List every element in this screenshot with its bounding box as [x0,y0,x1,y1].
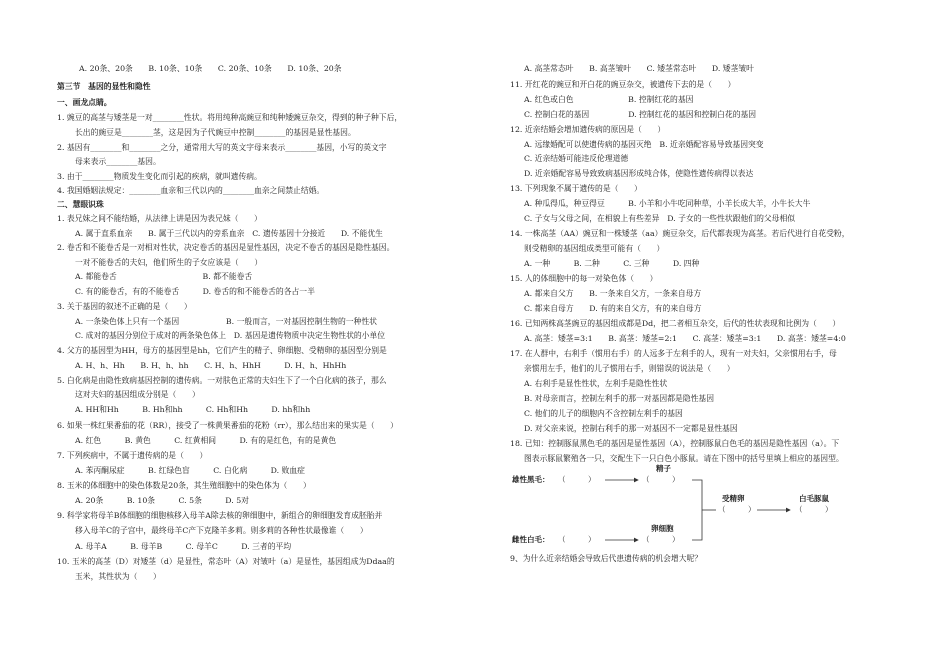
question-text: 3. 关于基因的叙述不正确的是（ ） [57,302,192,311]
question-text: 长出的豌豆是________茎，这是因为子代豌豆中控制________的基因是显性基因。 [75,128,356,137]
question-text: 17. 在人群中，右利手（惯用右手）的人远多于左利手的人，现有一对夫妇，父亲惯用右手，母 [510,349,837,358]
question-options: C. 控制白花的基因 D. 控制红花的基因和控制白花的基因 [524,110,757,119]
question-text: 18. 已知：控制豚鼠黑色毛的基因是显性基因（A），控制豚鼠白色毛的基因是隐性基因（a）。下 [510,439,840,448]
question-text: 9、为什么近亲结婚会导致后代患遗传病的机会增大呢？ [510,554,703,563]
question-options: D. 近亲婚配容易导致致病基因形成纯合体，使隐性遗传病得以表达 [524,169,754,178]
question-options: A. 高茎：矮茎=3:1 B. 高茎：矮茎=2:1 C. 高茎：矮茎=3:1 D. 高茎：矮茎=4:0 [524,334,846,343]
section-heading: 一、画龙点睛。 [57,98,112,107]
question-text: 12. 近亲结婚会增加遗传病的原因是（ ） [510,125,666,134]
offspring-label: 白毛豚鼠 [799,494,829,503]
question-options: A. HH和Hh B. Hh和hh C. Hh和Hh D. hh和hh [75,405,311,414]
inheritance-diagram [510,463,910,558]
section-title: 第三节 基因的显性和隐性 [57,82,151,91]
question-options: A. 都能卷舌 B. 都不能卷舌 [75,272,253,281]
question-text: 4. 父方的基因型为HH，母方的基因型是hh，它们产生的精子、卵细胞、受精卵的基因型分别是 [57,346,387,355]
question-options: A. 远缘婚配可以使遗传病的基因灭绝 B. 近亲婚配容易导致基因突变 [524,140,764,149]
question-options: A. 种瓜得瓜，种豆得豆 B. 小羊和小牛吃同种草，小羊长成大羊，小牛长大牛 [524,199,811,208]
question-text: 母来表示________基因。 [75,157,161,166]
question-text: 7. 下列疾病中，不属于遗传病的是（ ） [57,451,208,460]
question-text: 8. 玉米的体细胞中的染色体数是20条，其生殖细胞中的染色体为（ ） [57,481,311,490]
join-bracket [692,480,702,540]
question-options: C. 都来自母方 D. 有的来自父方，有的来自母方 [524,304,702,313]
question-options: A. 红色或白色 B. 控制红花的基因 [524,95,694,104]
question-options: A. 一种 B. 二种 C. 三种 D. 四种 [524,259,700,268]
sperm-label: 精子 [656,464,671,473]
question-options: A. 20条 B. 10条 C. 5条 D. 5对 [75,496,249,505]
question-options: A. 都来自父方 B. 一条来自父方，一条来自母方 [524,289,702,298]
question-text: 亲惯用左手，他们的儿子惯用右手，则错误的说法是（ ） [524,364,735,373]
question-text: 13. 下列现象不属于遗传的是（ ） [510,184,642,193]
question-text: 11. 开红花的豌豆和开白花的豌豆杂交，被遗传下去的是（ ） [510,80,736,89]
question-options: C. 近亲结婚可能违反伦理道德 [524,154,629,163]
question-text: 10. 玉米的高茎（D）对矮茎（d）是显性，常态叶（A）对皱叶（a）是显性，基因组成为Ddaa的 [57,557,395,566]
question-text: 4. 我国婚姻法规定：________血亲和三代以内的________血亲之间禁止结婚。 [57,186,325,195]
question-text: 一对不能卷舌的夫妇，他们所生的子女应该是（ ） [75,258,263,267]
question-text: 玉米，其性状为（ ） [75,572,161,581]
question-options: A. 红色 B. 黄色 C. 红黄相间 D. 有的是红色，有的是黄色 [75,436,337,445]
question-options: C. 成对的基因分别位于成对的两条染色体上 D. 基因是遗传物质中决定生物性状的小单位 [75,331,386,340]
question-options: B. 对母亲而言，控制左利手的那一对基因都是隐性基因 [524,394,715,403]
answer-paren: （ ） [795,505,833,514]
section-heading: 二、慧眼识珠 [57,200,104,209]
question-options: C. 有的能卷舌，有的不能卷舌 D. 卷舌的和不能卷舌的各占一半 [75,287,315,296]
question-text: 14. 一株高茎（AA）豌豆和一株矮茎（aa）豌豆杂交，后代都表现为高茎。若后代进行自花受粉， [510,229,850,238]
question-text: 5. 白化病是由隐性致病基因控制的遗传病。一对肤色正常的夫妇生下了一个白化病的孩子，那么 [57,376,387,385]
answer-paren: （ ） [642,535,680,544]
question-text: 2. 基因有________和________之分，通常用大写的英文字母来表示________基因，小写的英文字 [57,143,387,152]
answer-paren: （ ） [718,505,756,514]
question-text: 9. 科学家将母羊B体细胞的细胞核移入母羊A除去核的卵细胞中，新组合的卵细胞发育成胚胎并 [57,511,383,520]
question-text: 图表示豚鼠繁殖各一只，交配生下一只白色小豚鼠。请在下图中的括号里填上相应的基因型。 [524,454,844,463]
question-options: A. 母羊A B. 母羊B C. 母羊C D. 三者的平均 [75,542,292,551]
question-text: 6. 如果一株红果番茄的花（RR），接受了一株黄果番茄的花粉（rr），那么结出来的果实是（ ） [57,421,398,430]
question-text: 3. 由于________物质发生变化而引起的疾病，就叫遗传病。 [57,172,262,181]
female-label: 雌性白毛： [512,535,550,544]
question-options: A. 高茎常态叶 B. 高茎皱叶 C. 矮茎常态叶 D. 矮茎皱叶 [524,64,754,73]
question-options: C. 他们的儿子的细胞内不含控制左利手的基因 [524,409,683,418]
question-text: 移入母羊C的子宫中，最终母羊C产下克隆羊多莉。则多莉的各种性状最像谁（ ） [75,526,368,535]
question-text: 1. 表兄妹之间不能结婚，从法律上讲是因为表兄妹（ ） [57,214,262,223]
question-options: A. 右利手是显性性状，左利手是隐性性状 [524,379,668,388]
male-label: 雄性黑毛： [512,475,550,484]
answer-paren: （ ） [558,535,596,544]
question-options: A. 20条、20条 B. 10条、10条 C. 20条、10条 D. 10条、20条 [79,64,342,73]
question-text: 这对夫妇的基因组成分别是（ ） [75,390,200,399]
answer-paren: （ ） [642,475,680,484]
question-options: A. 苯丙酮尿症 B. 红绿色盲 C. 白化病 D. 败血症 [75,466,305,475]
question-text: 2. 卷舌和不能卷舌是一对相对性状，决定卷舌的基因是显性基因，决定不卷舌的基因是隐性基因。 [57,243,395,252]
question-options: C. 子女与父母之间，在相貌上有些差异 D. 子女的一些性状跟他们的父母相似 [524,214,796,223]
question-options: A. H、h、Hh B. H、h、hh C. H、h、HhH D. H、h、HhHh [75,361,347,370]
question-options: D. 对父亲来说，控制右利手的那一对基因不一定都是显性基因 [524,424,738,433]
question-text: 16. 已知两株高茎豌豆的基因组成都是Dd，把二者相互杂交，后代的性状表现和比例为（ ） [510,319,841,328]
answer-paren: （ ） [558,475,596,484]
egg-label: 卵细胞 [651,524,674,533]
question-text: 则受精卵的基因组成类型可能有（ ） [524,244,665,253]
question-text: 15. 人的体细胞中的每一对染色体（ ） [510,274,658,283]
question-text: 1. 豌豆的高茎与矮茎是一对________性状。将用纯种高豌豆和纯种矮豌豆杂交，得到的种子种下后， [57,113,403,122]
zygote-label: 受精卵 [722,494,745,503]
question-options: A. 属于直系血亲 B. 属于三代以内的旁系血亲 C. 遗传基因十分接近 D. 不能优生 [75,229,383,238]
question-options: A. 一条染色体上只有一个基因 B. 一般而言，一对基因控制生物的一种性状 [75,317,377,326]
